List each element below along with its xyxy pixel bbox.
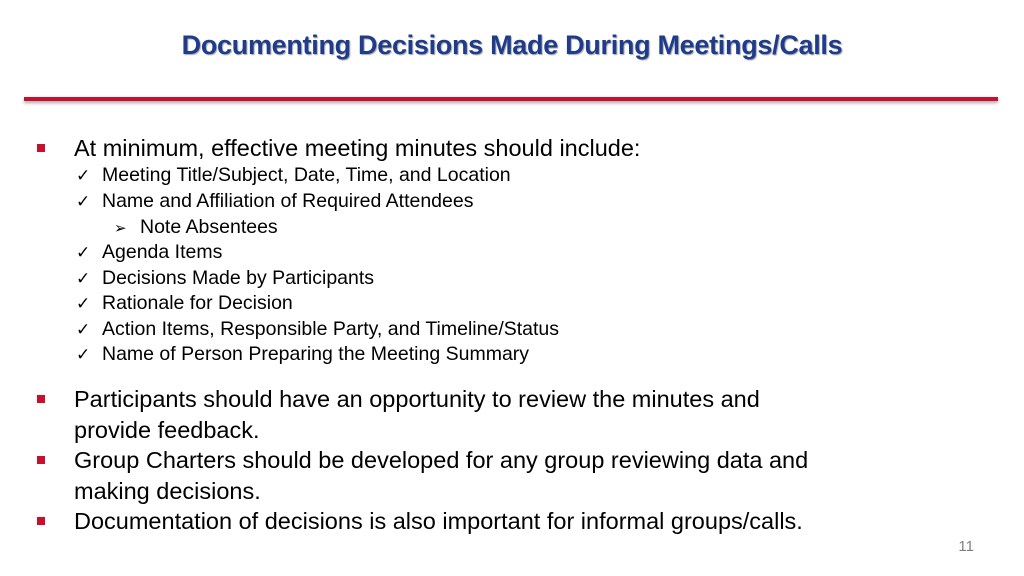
checkmark-icon: ✓ [76,320,91,339]
list-item: ➢ Note Absentees [114,214,278,240]
intro-bullet: At minimum, effective meeting minutes should include: [74,135,641,161]
title-divider [24,97,998,101]
arrow-bullet-icon: ➢ [114,220,127,237]
list-item: ✓ Name of Person Preparing the Meeting Summary [76,341,529,367]
list-item: ✓ Meeting Title/Subject, Date, Time, and Location [76,162,511,188]
checkmark-icon: ✓ [76,166,91,185]
page-number: 11 [958,538,974,555]
square-bullet-icon [37,144,45,152]
square-bullet-icon [37,395,45,403]
square-bullet-icon [37,517,45,525]
slide-title: Documenting Decisions Made During Meetings/Calls [181,30,843,60]
checkmark-icon: ✓ [76,192,91,211]
charters-bullet-line2: making decisions. [74,478,261,504]
checkmark-icon: ✓ [76,345,91,364]
list-item: ✓ Agenda Items [76,239,222,265]
review-bullet-line2: provide feedback. [74,417,260,443]
list-item: ✓ Decisions Made by Participants [76,265,374,291]
checkmark-icon: ✓ [76,243,91,262]
review-bullet-line1: Participants should have an opportunity to review the minutes and [74,386,760,412]
square-bullet-icon [37,456,45,464]
list-item: ✓ Action Items, Responsible Party, and Timeline/Status [76,316,559,342]
checkmark-icon: ✓ [76,269,91,288]
informal-bullet: Documentation of decisions is also important for informal groups/calls. [74,508,803,534]
list-item: ✓ Name and Affiliation of Required Attendees [76,188,473,214]
list-item: ✓ Rationale for Decision [76,290,293,316]
charters-bullet-line1: Group Charters should be developed for any group reviewing data and [74,447,809,473]
checkmark-icon: ✓ [76,294,91,313]
